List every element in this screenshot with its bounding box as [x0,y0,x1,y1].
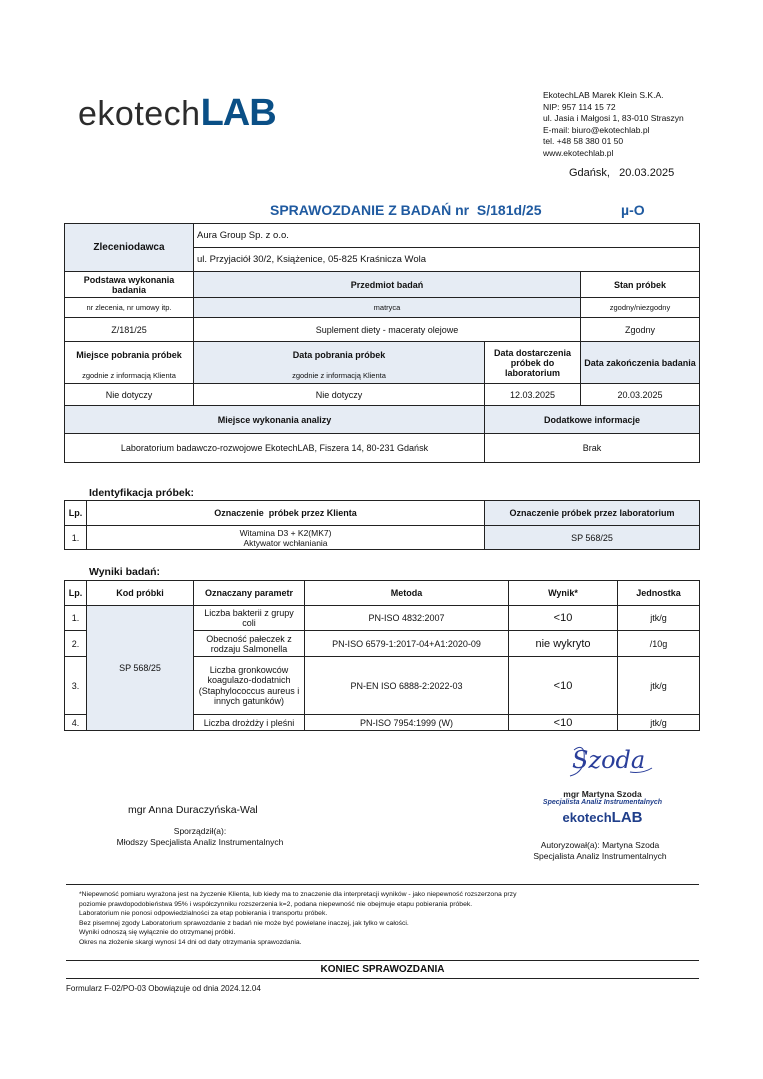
res-unit: jtk/g [618,606,700,631]
footnote-line: *Niepewność pomiaru wyrażona jest na życzenie Klienta, lub kiedy ma to znaczenie dla interpretacji wyników - jako niepewność rozszerzona przy [79,891,517,898]
place-date: Gdańsk, 20.03.2025 [569,167,675,179]
left-signer-block [100,826,300,848]
res-param: Liczba drożdży i pleśni [194,715,305,731]
res-method: PN-ISO 7954:1999 (W) [305,715,509,731]
report-title: SPRAWOZDANIE Z BADAŃ nr S/181d/25 [270,202,542,218]
id-col-lp: Lp. [65,501,87,526]
res-param: Liczba bakterii z grupy coli [194,606,305,631]
res-col-code: Kod próbki [87,581,194,606]
company-info [543,90,684,159]
res-col-result: Wynik* [509,581,618,606]
extra-label: Dodatkowe informacje [485,406,700,434]
place-value: Nie dotyczy [65,384,194,406]
id-row-client [87,526,485,550]
company-line: tel. +48 58 380 01 50 [543,136,624,146]
logo-lab: LAB [200,92,276,134]
client-address: ul. Przyjaciół 30/2, Książenice, 05-825 Kraśnicza Wola [194,248,700,272]
place-label: Miejsce pobrania próbek [65,342,194,368]
id-col-client: Oznaczenie próbek przez Klienta [87,501,485,526]
footnote-line: poziomie prawdopodobieństwa 95% i współczynniku rozszerzenia k=2, podana niepewność nie obejmuje etapu pobierania próbek. [79,900,473,908]
left-signer-name: mgr Anna Duraczyńska-Wal [128,804,258,816]
footnote-divider [66,884,699,885]
signature-image: Szoda [572,746,646,774]
res-result: nie wykryto [509,631,618,657]
form-id: Formularz F-02/PO-03 Obowiązuje od dnia 2024.12.04 [66,984,261,993]
delivery-label: Data dostarczenia próbek do laboratorium [485,342,581,384]
state-sub: zgodny/niezgodny [581,298,700,318]
right-signer-block [510,840,690,862]
company-line: E-mail: biuro@ekotechlab.pl [543,124,650,135]
res-lp: 3. [65,657,87,715]
end-divider-bottom [66,978,699,979]
res-result: <10 [509,606,618,631]
id-row-lp: 1. [65,526,87,550]
stamp-title: Specjalista Analiz Instrumentalnych [542,799,663,806]
res-col-lp: Lp. [65,581,87,606]
stamp-logo-text: ekotech [562,810,612,825]
table-row [65,606,700,631]
completion-value: 20.03.2025 [581,384,700,406]
subject-sub: matryca [194,298,581,318]
id-client-line2: Aktywator wchłaniania [243,537,328,548]
sampling-date-label: Data pobrania próbek [194,342,485,368]
right-signer-role1: Autoryzował(a): Martyna Szoda [540,840,660,850]
company-logo [78,92,276,135]
sampling-date-value: Nie dotyczy [194,384,485,406]
identification-table [64,500,700,550]
footnote-line: Okres na złożenie skargi wynosi 14 dni od daty otrzymania sprawozdania. [79,938,302,946]
analysis-place-value: Laboratorium badawczo-rozwojowe EkotechLAB, Fiszera 14, 80-231 Gdańsk [65,434,485,463]
res-unit: /10g [618,631,700,657]
left-signer-role1: Sporządził(a): [173,826,227,836]
company-line: NIP: 957 114 15 72 [543,101,616,112]
company-line: ul. Jasia i Małgosi 1, 83-010 Straszyn [543,113,684,123]
stamp-name: mgr Martyna Szoda [563,789,642,799]
analysis-place-label: Miejsce wykonania analizy [65,406,485,434]
delivery-value: 12.03.2025 [485,384,581,406]
signature-stroke [560,742,660,782]
res-param: Obecność pałeczek z rodzaju Salmonella [194,631,305,657]
footnote-line: Bez pisemnej zgody Laboratorium sprawozdanie z badań nie może być powielane inaczej, jak tylko w całości. [79,919,409,927]
res-method: PN-ISO 6579-1:2017-04+A1:2020-09 [305,631,509,657]
res-method: PN-EN ISO 6888-2:2022-03 [305,657,509,715]
logo-text: ekotech [78,95,201,133]
sampling-date-sub: zgodnie z informacją Klienta [194,368,485,384]
company-line: www.ekotechlab.pl [543,147,614,158]
company-line: EkotechLAB Marek Klein S.K.A. [543,90,664,100]
res-unit: jtk/g [618,715,700,731]
stamp-logo [530,809,675,826]
basis-value: Z/181/25 [65,318,194,342]
identification-heading: Identyfikacja próbek: [89,487,195,499]
res-unit: jtk/g [618,657,700,715]
res-method: PN-ISO 4832:2007 [305,606,509,631]
end-label: KONIEC SPRAWOZDANIA [320,964,445,975]
stamp-logo-lab: LAB [611,809,643,826]
footnote-line: Wyniki odnoszą się wyłącznie do otrzymanej próbki. [79,929,236,936]
results-heading: Wyniki badań: [89,566,160,578]
res-lp: 1. [65,606,87,631]
results-table [64,580,700,731]
stamp [530,789,675,826]
client-label: Zleceniodawca [65,224,194,272]
end-divider-top [66,960,699,961]
id-row-lab: SP 568/25 [485,526,700,550]
completion-label: Data zakończenia badania [581,342,700,384]
state-label: Stan próbek [581,272,700,298]
footnotes [79,890,516,947]
extra-value: Brak [485,434,700,463]
basis-label: Podstawa wykonania badania [65,272,194,298]
right-signer-role2: Specjalista Analiz Instrumentalnych [533,851,667,861]
place-sub: zgodnie z informacją Klienta [65,368,194,384]
res-sample-code: SP 568/25 [87,606,194,731]
client-name: Aura Group Sp. z o.o. [194,224,700,248]
res-col-param: Oznaczany parametr [194,581,305,606]
id-client-line1: Witamina D3 + K2(MK7) [239,527,332,538]
res-param: Liczba gronkowców koagulazo-dodatnich (Staphylococcus aureus i innych gatunków) [194,657,305,715]
res-col-method: Metoda [305,581,509,606]
subject-label: Przedmiot badań [194,272,581,298]
info-table [64,223,700,463]
subject-value: Suplement diety - maceraty olejowe [194,318,581,342]
id-col-lab: Oznaczenie próbek przez laboratorium [485,501,700,526]
res-lp: 2. [65,631,87,657]
res-result: <10 [509,657,618,715]
res-lp: 4. [65,715,87,731]
basis-sub: nr zlecenia, nr umowy itp. [65,298,194,318]
report-code: µ-O [621,202,645,218]
left-signer-role2: Młodszy Specjalista Analiz Instrumentalnych [116,837,284,847]
res-result: <10 [509,715,618,731]
state-value: Zgodny [581,318,700,342]
res-col-unit: Jednostka [618,581,700,606]
footnote-line: Laboratorium nie ponosi odpowiedzialności za etap pobierania i transportu próbek. [79,910,328,917]
